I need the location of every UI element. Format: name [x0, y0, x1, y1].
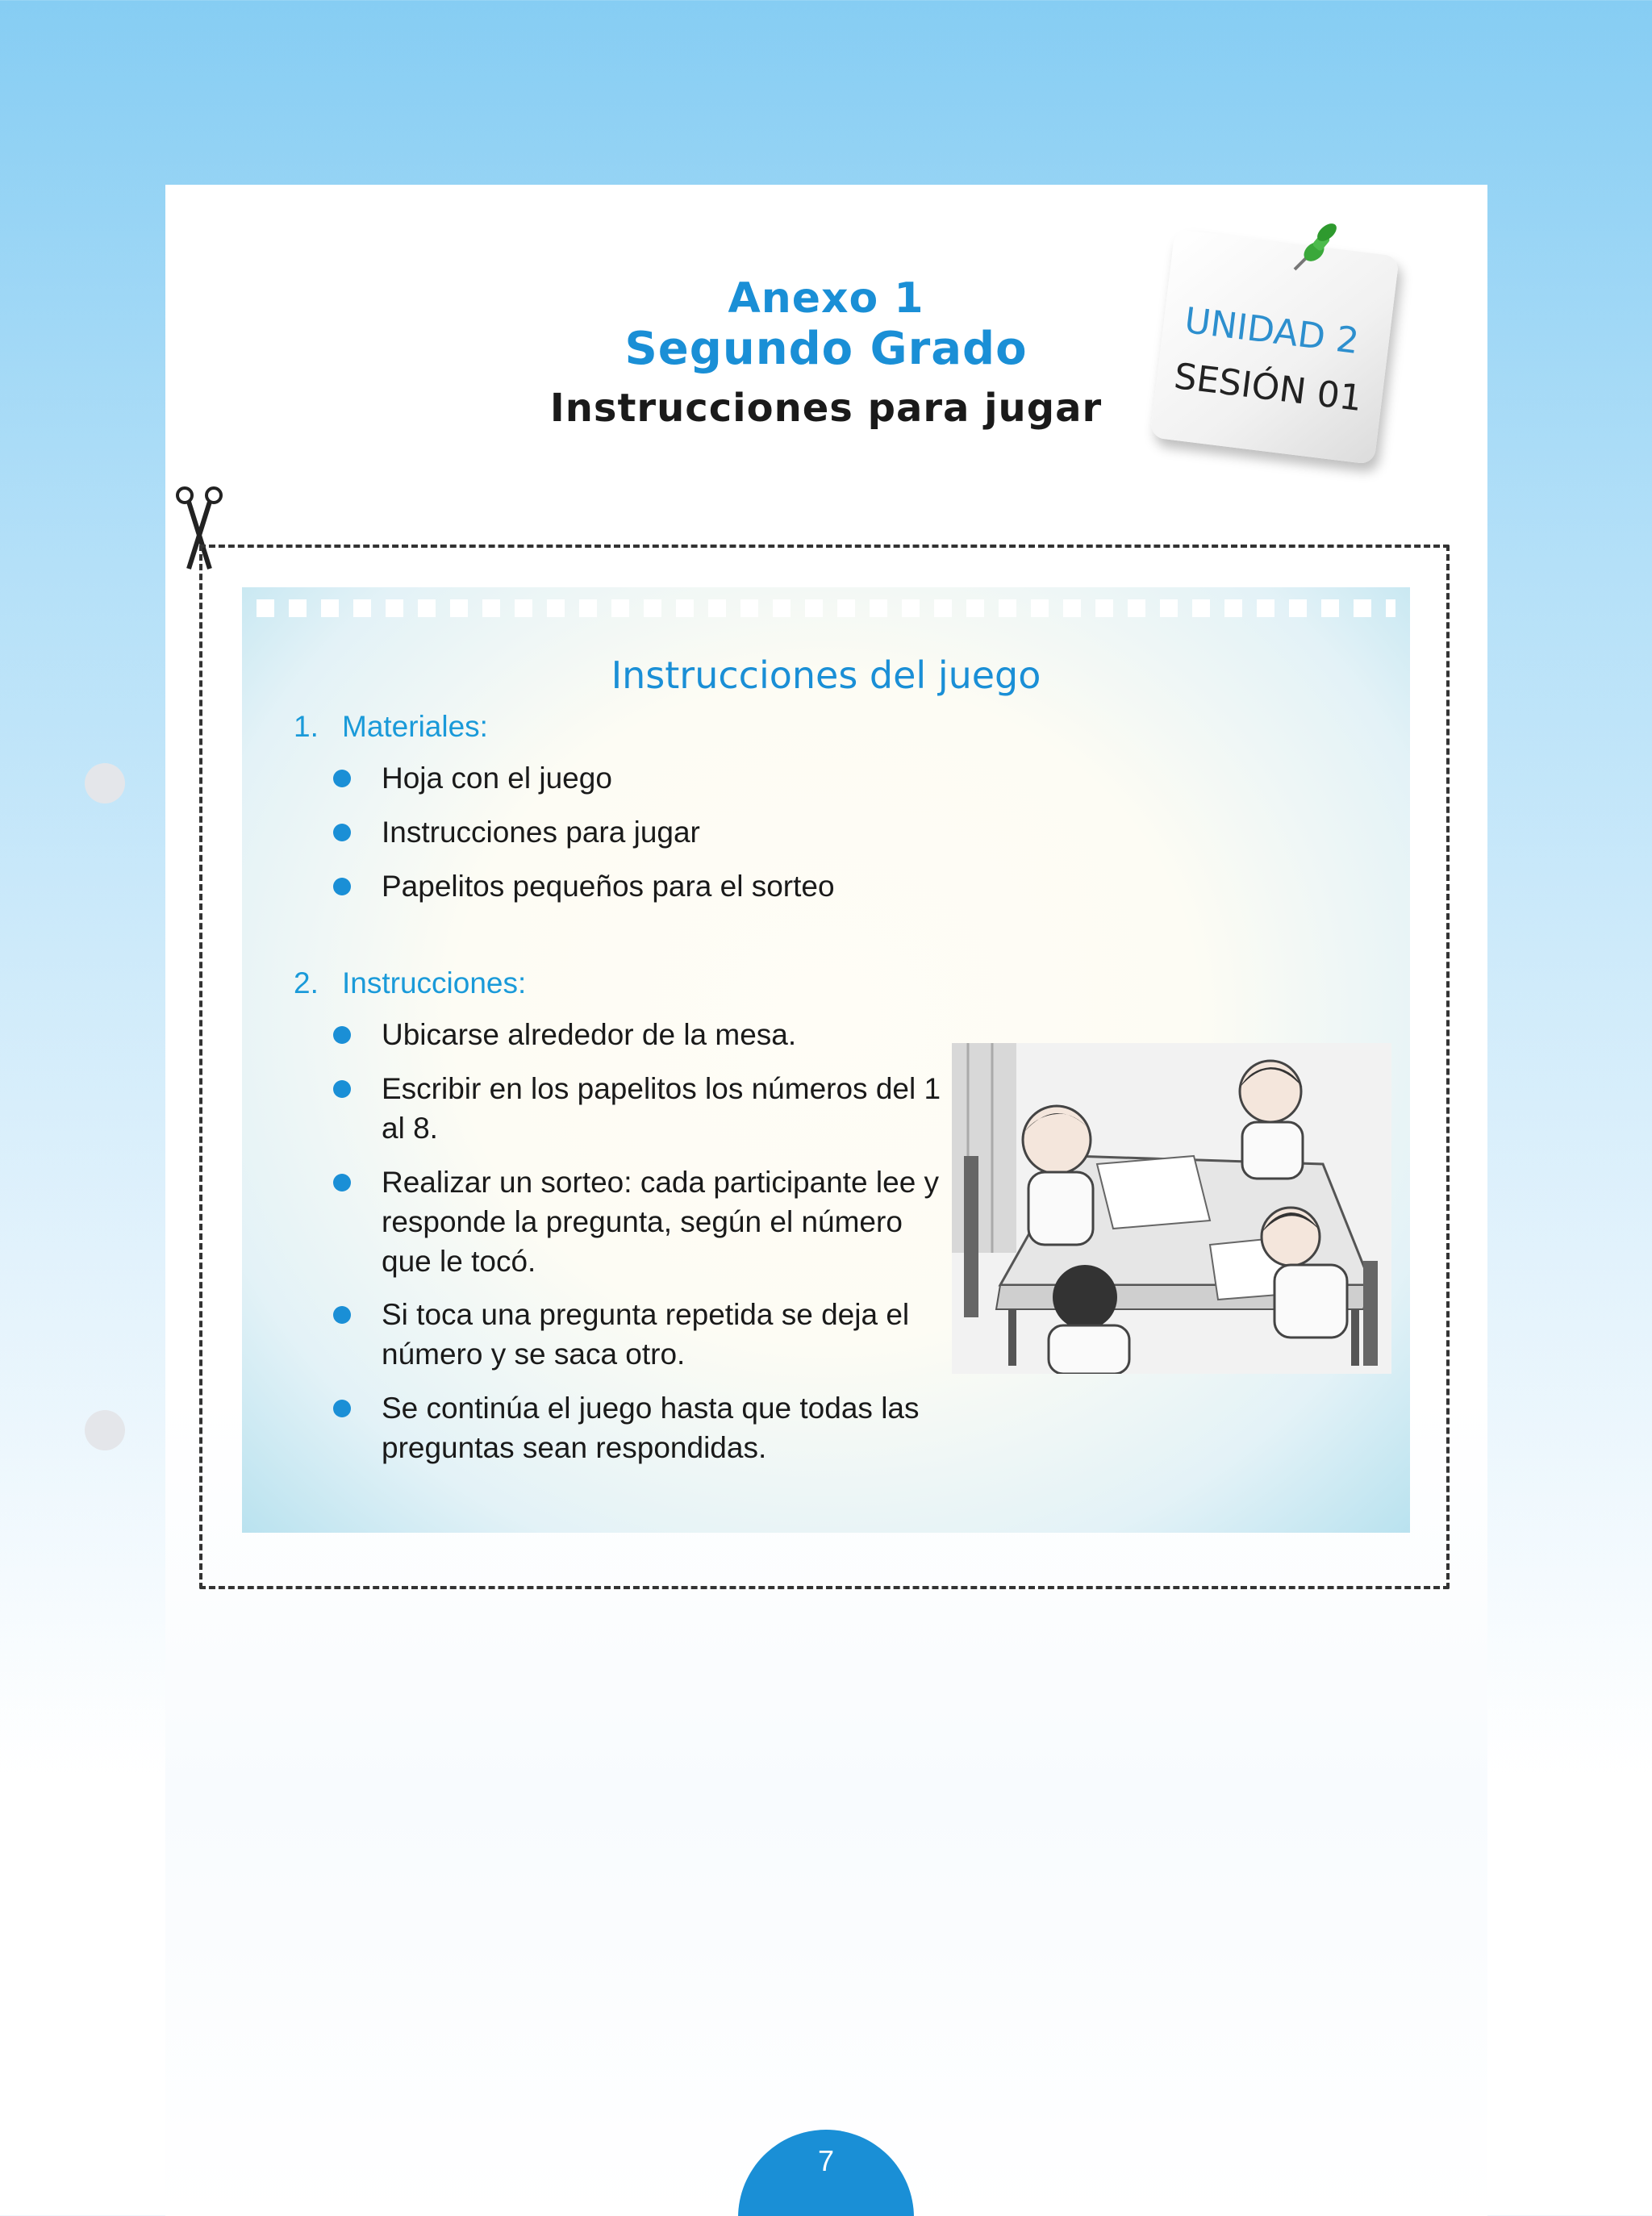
section-heading-materials: [294, 710, 488, 744]
children-at-table-illustration: [952, 1043, 1391, 1374]
unit-label: UNIDAD 2: [1182, 299, 1362, 363]
bullet-icon: [333, 770, 351, 787]
instructions-panel: [242, 587, 1410, 1533]
section-number: 1.: [294, 710, 319, 743]
bullet-icon: [333, 1026, 351, 1044]
list-item: Escribir en los papelitos los números del 1 al 8.: [333, 1069, 946, 1148]
session-label: SESIÓN 01: [1171, 355, 1365, 420]
list-item: Se continúa el juego hasta que todas las preguntas sean respondidas.: [333, 1388, 946, 1467]
list-item: Instrucciones para jugar: [333, 812, 946, 852]
section-number: 2.: [294, 966, 319, 999]
section-heading-instructions: [294, 966, 526, 1000]
binder-hole: [85, 763, 125, 803]
bullet-icon: [333, 1080, 351, 1098]
list-item: Hoja con el juego: [333, 758, 946, 798]
binder-hole: [85, 1410, 125, 1450]
list-item: Ubicarse alrededor de la mesa.: [333, 1015, 946, 1054]
pushpin-icon: [1279, 219, 1343, 284]
panel-title: Instrucciones del juego: [611, 653, 1041, 697]
annex-title: Anexo 1: [728, 274, 924, 323]
list-item: Si toca una pregunta repetida se deja el número y se saca otro.: [333, 1295, 946, 1374]
grade-title: Segundo Grado: [624, 323, 1028, 375]
bullet-icon: [333, 1306, 351, 1324]
bullet-icon: [333, 1400, 351, 1417]
bullet-icon: [333, 824, 351, 841]
list-item: Papelitos pequeños para el sorteo: [333, 866, 946, 906]
decorative-dash-strip: [257, 599, 1395, 617]
bullet-icon: [333, 1174, 351, 1191]
instructions-title: Instrucciones para jugar: [549, 386, 1103, 431]
section-label: Instrucciones:: [342, 966, 527, 999]
page-number: 7: [817, 2144, 835, 2177]
bullet-icon: [333, 878, 351, 895]
list-item: Realizar un sorteo: cada participante lee y responde la pregunta, según el número que le tocó.: [333, 1162, 946, 1281]
section-label: Materiales:: [342, 710, 488, 743]
